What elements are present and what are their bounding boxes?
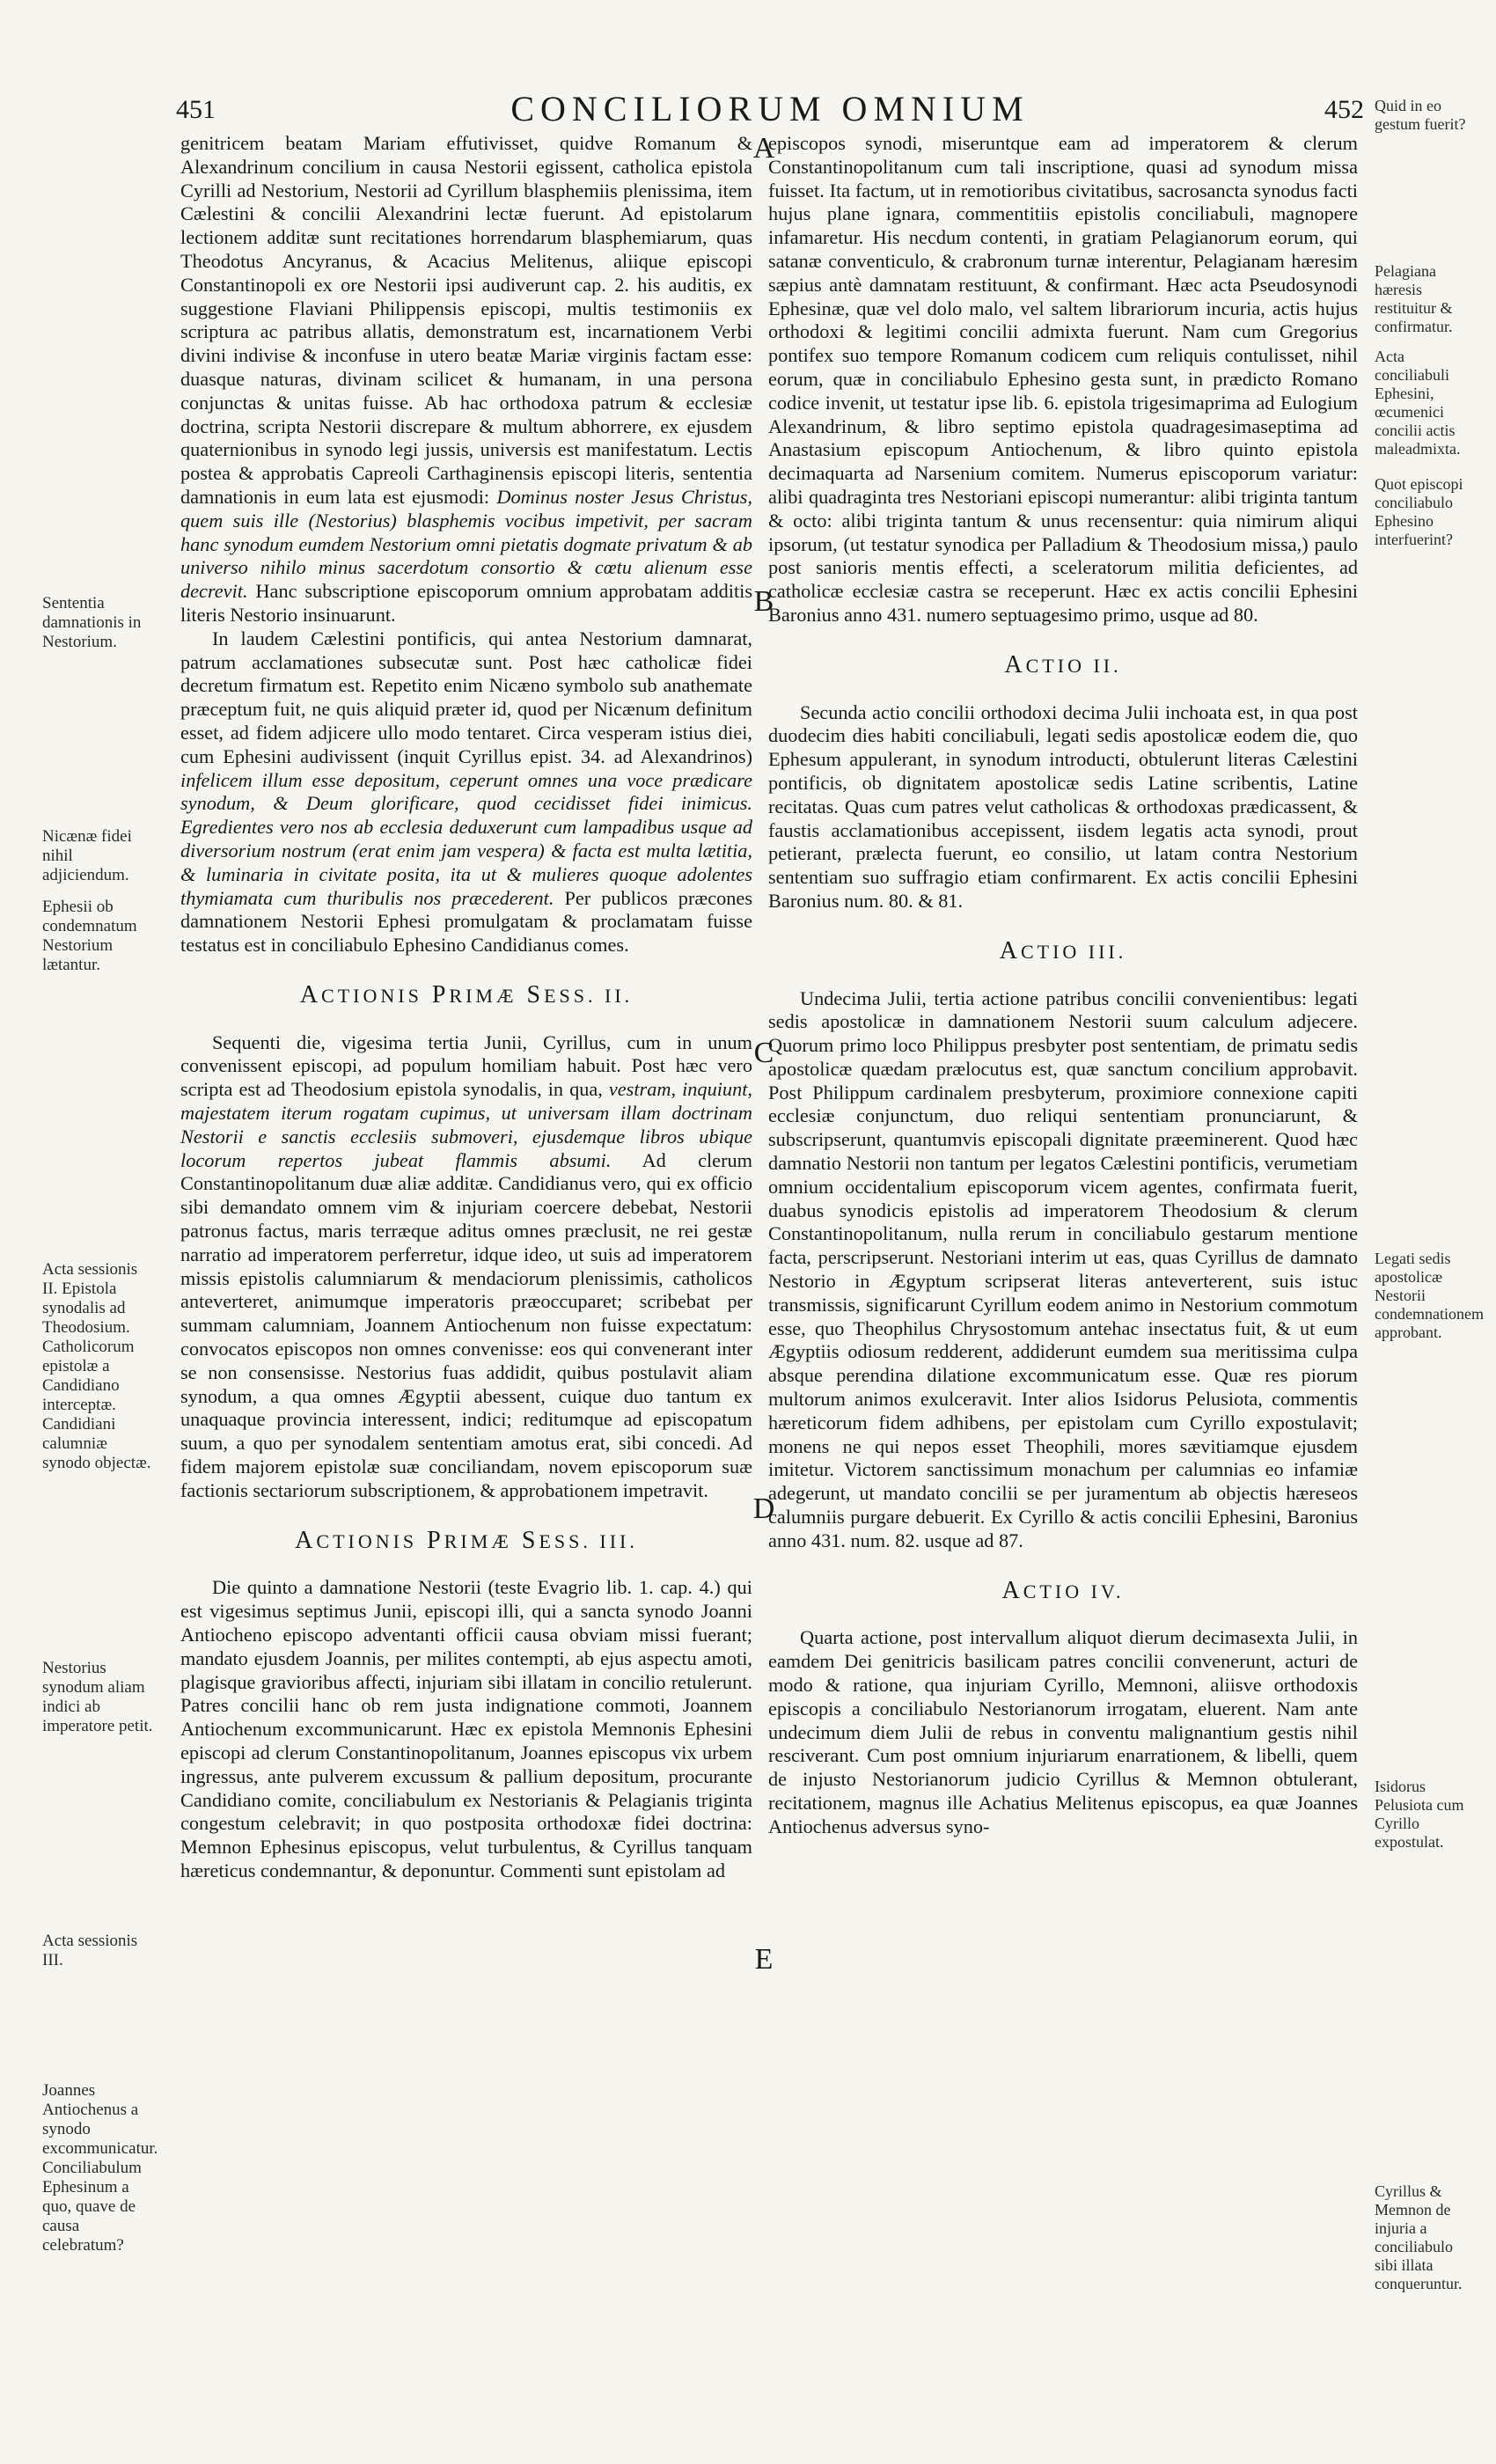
page-header bbox=[176, 88, 1364, 132]
margin-note-right: Pelagiana hæresis restituitur & confirmatur. bbox=[1375, 262, 1453, 335]
margin-note-right: Isidorus Pelusiota cum Cyrillo expostulat. bbox=[1375, 1778, 1464, 1851]
margin-note-right: Acta conciliabuli Ephesini, œcumenici concilii actis maleadmixta. bbox=[1375, 348, 1461, 458]
section-heading: ACTIONIS PRIMÆ SESS. III. bbox=[295, 1526, 638, 1554]
paragraph: genitricem beatam Mariam effutivisset, quidve Romanum & Alexandrinum concilium in causa Nestorii egissent, catholica epistola Cyrilli ad Nestorium, Nestorii ad Cyrillum blasphemiis plenissima, item Cælestini & concilii Alexandrini lectæ fuerunt. Ad epistolarum lectionem additæ sunt recitationes horrendarum blasphemiarum, quas Theodotus Ancyranus, & Acacius Melitenus, aliique episcopi Constantinopoli ex ore Nestorii ipsi audiverunt cap. 2. his auditis, ex suggestione Flaviani Philippensis episcopi, multis testimoniis ex scriptura ac patribus allatis, demonstratum est, incarnationem Verbi divini indivise & inconfuse in utero beatæ Mariæ virginis factam esse: duasque naturas, divinam scilicet & humanam, in una persona conjunctas & unitas fuisse. Ab hac orthodoxa patrum & ecclesiæ doctrina, scripta Nestorii discrepare & multum abhorrere, ex ejusdem quaternionibus in synodo legi jussis, universis est manifestatum. Lectis postea & approbatis Capreoli Carthaginensis episcopi literis, sententia damnationis in eum lata est ejusmodi: Dominus noster Jesus Christus, quem suis ille (Nestorius) blasphemis vocibus impetivit, per sacram hanc synodum eumdem Nestorium omni pietatis dogmate privatum & ab universo nihilo minus sacerdotum consortio & cœtu alienum esse decrevit. Hanc subscriptione episcoporum omnium approbatam additis literis Nestorio insinuarunt. bbox=[180, 132, 753, 626]
paragraph: Sequenti die, vigesima tertia Junii, Cyrillus, cum in unum convenissent episcopi, ad populum homiliam habuit. Post hæc vero scripta est ad Theodosium epistola synodalis, in qua, vestram, inquiunt, majestatem iterum rogatam cupimus, ut universam illam doctrinam Nestorii e sanctis ecclesiis submoveri, ejusdemque libros ubique locorum repertos jubeat flammis absumi. Ad clerum Constantinopolitanum duæ aliæ additæ. Candidianus vero, qui ex officio sibi demandato omnem vim & injuriam coercere debebat, Nestorii patronus factus, maris terræque aditus omnes præclusit, ne rei gestæ narratio ad imperatorem perferretur, idque ideo, ut suis ad imperatorem missis epistolis calumniarum & mendaciorum plenissimis, catholicos anteverteret, animumque imperatoris præoccuparet; scribebat per summam calumniam, Joannem Antiochenum non fuisse expectatum: convocatos episcopos non omnes convenisse: eos qui convenerant inter se non consensisse. Nestorius fuas addidit, quibus postulavit aliam synodum, a qua omnes Ægyptii abessent, cuique duo tantum ex unaquaque provincia interessent, indici; reditumque ad episcopatum suum, a quo per synodalem sententiam amotus erat, sibi concedi. Ad fidem majorem epistolæ suæ conciliandam, novem episcoporum suæ factionis sectariorum subscriptionem, & approbationem impetravit. bbox=[180, 1030, 752, 1501]
section-letter-b: B bbox=[753, 585, 774, 618]
paragraph: Undecima Julii, tertia actione patribus concilii convenientibus: legati sedis apostolicæ in damnationem Nestorii suum calculum adjecere. Quorum primo loco Philippus presbyter post sententiam, de primatu sedis apostolicæ quædam prælocutus est, quæ sanctum concilium approbavit. Post Philippum cardinalem presbyterum, proximiore connexione capiti ecclesiæ conjunctum, duo reliqui sententiam pronunciarunt, & subscripserunt, quantumvis episcopali dignitate præeminerent. Quod hæc damnatio Nestorii non tantum per legatos Cælestini pontificis, verumetiam omnium occidentalium episcoporum vicem agentes, confirmata fuerit, duabus synodicis epistolis ad imperatorem Theodosium & clerum Constantinopolitanum, nulla rerum in conciliabulo gestarum mentione facta, perscripserunt. Nestoriani interim ut eas, quas Cyrillus de damnato Nestorio in Ægyptum scripserat literas anteverterent, suis istuc transmissis, significarunt Cyrillum eodem animo in Nestorium commotum esse, quo Theophilus Chrysostomum antehac insectatus fuit, & ut eum Ægyptiis odiosum redderent, addiderunt eumdem sua meritissima culpa absque perendina dilatione excommunicatum esse. Quæ res piorum multorum animos exulceravit. Inter alios Isidorus Pelusiota, commentis hæreticorum fidem adhibens, per epistolam cum Cyrillo expostulavit; monens ne qui nepos esset Theophili, mores sævitiamque ejusdem imitetur. Victorem sanctissimum monachum per calumnias eo infamiæ adegerunt, ut mandato concilii se per juramentum ab objectis hæreseos calumniis purgare debuerit. Ex Cyrillo & actis concilii Ephesini, Baronius anno 431. num. 82. usque ad 87. bbox=[768, 986, 1358, 1551]
margin-note-left: Nicænæ fidei nihil adjiciendum. bbox=[42, 827, 132, 884]
margin-note-right: Quot episcopi conciliabulo Ephesino interfuerint? bbox=[1375, 475, 1463, 548]
margin-note-left: Nestorius synodum aliam indici ab imperatore petit. bbox=[42, 1659, 153, 1735]
margin-note-right: Cyrillus & Memnon de injuria a conciliabulo sibi illata conqueruntur. bbox=[1375, 2182, 1463, 2292]
section-heading: ACTIO IV. bbox=[1001, 1576, 1125, 1604]
page-number-left: 451 bbox=[176, 95, 216, 124]
section-letter-d: D bbox=[752, 1492, 775, 1525]
margin-note-right: Quid in eo gestum fuerit? bbox=[1375, 97, 1466, 133]
page-number-right: 452 bbox=[1324, 95, 1364, 124]
left-column bbox=[180, 132, 752, 1883]
margin-note-left: Acta sessionis III. bbox=[42, 1932, 138, 1969]
section-heading: ACTIO III. bbox=[999, 936, 1127, 964]
running-title: CONCILIORUM OMNIUM bbox=[510, 89, 1030, 128]
paragraph: In laudem Cælestini pontificis, qui antea Nestorium damnarat, patrum acclamationes subsecutæ sunt. Post hæc catholicæ fidei decretum firmatum est. Repetito enim Nicæno symbolo sub anathemate præceptum fuit, ne quis aliquid præter id, quod per Nicænum definitum esset, ad fidem adjicere ullo modo tentaret. Circa vesperam istius diei, cum Ephesini audivissent (inquit Cyrillus epist. 34. ad Alexandrinos) infelicem illum esse depositum, ceperunt omnes una voce prædicare synodum, & Deum glorificare, quod cecidisset fidei inimicus. Egredientes vero nos ab ecclesia deduxerunt cum lampadibus usque ad diversorium nostrum (erat enim jam vespera) & facta est multa lætitia, & luminaria in civitate posita, ita ut & mulieres quoque adolentes thymiamata cum thuribulis nos præcederent. Per publicos præcones damnationem Nestorii Ephesi promulgatam & proclamatam fuisse testatus est in conciliabulo Ephesino Candidianus comes. bbox=[180, 627, 753, 957]
paragraph: Secunda actio concilii orthodoxi decima Julii inchoata est, in qua post duodecim dies habiti conciliabuli, legati sedis apostolicæ eodem die, quo Ephesum appulerant, in synodum introducti, obtulerunt literas Cælestini pontificis, ob dignitatem apostolicæ sedis Latine scribentis, Latine recitatas. Quas cum patres velut catholicas & orthodoxas prædicassent, & faustis acclamationibus accepissent, iisdem legatis acta synodi, prout petierant, prælecta fuerunt, eo consilio, ut latam contra Nestorium sententiam suo suffragio etiam confirmarent. Ex actis concilii Ephesini Baronius num. 80. & 81. bbox=[768, 700, 1358, 912]
margin-note-left: Sententia damnationis in Nestorium. bbox=[42, 594, 142, 651]
paragraph: Quarta actione, post intervallum aliquot dierum decimasexta Julii, in eamdem Dei genitricis basilicam patres concilii convenerunt, acturi de modo & ratione, qua injuriam Cyrillo, Memnoni, aliisve orthodoxis episcopis a conciliabulo Nestorianorum irrogatam, eluerent. Nam ante undecimum diem Julii de rebus in conventu malignantium gestis nihil resciverant. Cum post omnium injuriarum enarrationem, & libelli, quem de injusto Nestorianorum judicio Cyrillus & Memnon obtulerant, recitationem, magnus ille Achatius Melitenus episcopus, ea quæ Joannes Antiochenus adversus syno- bbox=[768, 1626, 1358, 1837]
section-heading: ACTIO II. bbox=[1004, 650, 1122, 678]
section-letter-c: C bbox=[753, 1037, 774, 1069]
paragraph: episcopos synodi, miseruntque eam ad imperatorem & clerum Constantinopolitanum cum tali inscriptione, quasi ad synodum missa fuisset. Ita factum, ut in remotioribus civitatibus, sacrosancta synodus facti hujus plane ignara, commentitiis epistolis conciliabuli, magnopere infamaretur. His necdum contenti, in gratiam Pelagianorum eorum, qui satanæ conventiculo, & crabronum turnæ interentur, Pelagianam hæresim sæpius antè damnatam restituunt, & confirmant. Hæc acta Pseudosynodi Ephesinæ, quæ vel dolo malo, vel saltem librariorum incuria, actis hujus orthodoxi & legitimi concilii admixta fuerunt. Nam cum Gregorius pontifex suo tempore Romanum codicem cum reliquis contulisset, nihil eorum, quæ in conciliabulo Ephesino gesta sunt, in prædicto Romano codice invenit, ut testatur ipse lib. 6. epistola trigesimaprima ad Eulogium Alexandrinum, & libro septimo epistola quadragesimaseptima ad Anastasium episcopum Antiochenum, & libro quinto epistola decimaquarta ad Narsenium comitem. Numerus episcoporum variatur: alibi quadraginta tres Nestoriani episcopi numerantur: alibi triginta tantum & octo: alibi triginta tantum & unus recensentur: quia nimirum aliqui ipsorum, (ut testatur synodica per Palladium & Theodosium missa,) paulo post sanioris mentis effecti, a sceleratorum militia deficientes, ad catholicæ ecclesiæ castra se receperunt. Hæc ex actis concilii Ephesini Baronius anno 431. numero septuagesimo primo, usque ad 80. bbox=[768, 132, 1358, 626]
paragraph: Die quinto a damnatione Nestorii (teste Evagrio lib. 1. cap. 4.) qui est vigesimus septimus Junii, episcopi illi, qui a sancta synodo Joanni Antiocheno episcopo adventanti officii causa obviam missi fuerant; mandato ejusdem Joannis, per milites contempti, ab ejus aspectu amoti, plagisque gravioribus affecti, injuriam sibi illatam in concilio retulerunt. Patres concilii hanc ob rem justa indignatione commoti, Joannem Antiochenum excommunicarunt. Hæc ex epistola Memnonis Ephesini episcopi ad clerum Constantinopolitanum, Joannes episcopus vix urbem ingressus, ante pulverem excussum & pallium depositum, procurante Candidiano comite, conciliabulum ex Nestorianis & Pelagianis triginta congestum celebravit; in quo postposita orthodoxæ fidei doctrina: Memnon Ephesinus episcopus, velut turbulentus, & Cyrillus tanquam hæreticus condemnantur, & deponuntur. Commenti sunt epistolam ad bbox=[180, 1576, 752, 1881]
margin-note-left: Ephesii ob condemnatum Nestorium lætantur. bbox=[42, 898, 137, 974]
section-heading: ACTIONIS PRIMÆ SESS. II. bbox=[299, 980, 634, 1008]
section-letter-a: A bbox=[752, 132, 775, 165]
section-letter-e: E bbox=[754, 1943, 774, 1976]
right-column bbox=[768, 132, 1358, 1839]
margin-note-left: Joannes Antiochenus a synodo excommunicatur. Conciliabulum Ephesinum a quo, quave de causa celebratum? bbox=[42, 2081, 158, 2255]
margin-note-right: Legati sedis apostolicæ Nestorii condemnationem approbant. bbox=[1375, 1250, 1484, 1341]
margin-note-left: Acta sessionis II. Epistola synodalis ad Theodosium. Catholicorum epistolæ a Candidiano interceptæ. Candidiani calumniæ synodo objectæ. bbox=[42, 1260, 151, 1472]
